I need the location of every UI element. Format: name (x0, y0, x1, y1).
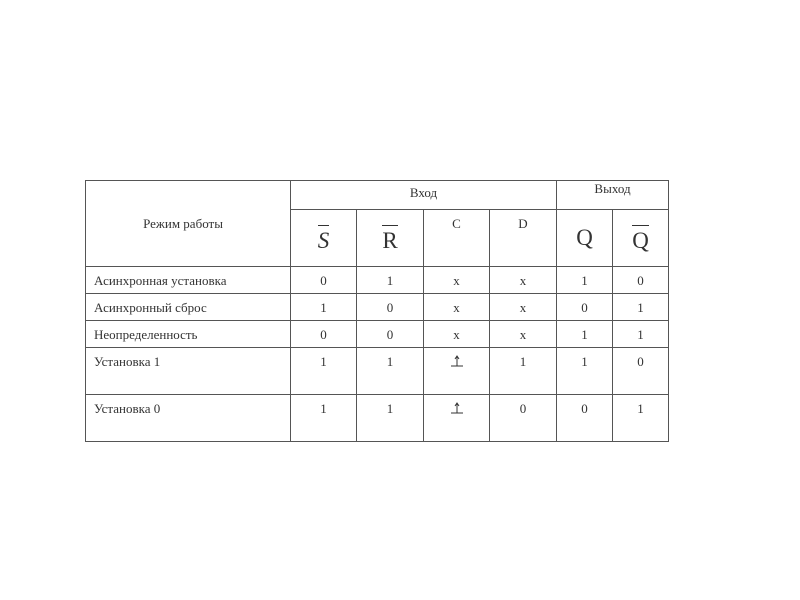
s-value: 0 (291, 321, 357, 348)
c-value (424, 348, 490, 395)
input-group-header: Вход (291, 181, 557, 210)
q-bar-value: 0 (613, 348, 669, 395)
q-value: 1 (557, 321, 613, 348)
table-row (86, 348, 669, 395)
s-value: 0 (291, 267, 357, 294)
q-bar-value: 1 (613, 294, 669, 321)
d-header: D (490, 210, 557, 267)
mode-cell: Асинхронный сброс (86, 294, 291, 321)
d-value: x (490, 321, 557, 348)
q-label: Q (576, 225, 593, 250)
c-value (424, 395, 490, 442)
output-group-header: Выход (557, 181, 669, 210)
d-value: 1 (490, 348, 557, 395)
s-value: 1 (291, 348, 357, 395)
rising-edge-icon (450, 401, 464, 415)
d-value: x (490, 267, 557, 294)
q-header (557, 210, 613, 267)
s-bar-label: S (318, 225, 330, 252)
r-value: 1 (357, 395, 424, 442)
r-value: 0 (357, 321, 424, 348)
q-bar-label: Q (632, 225, 649, 252)
r-bar-label: R (382, 225, 397, 252)
rising-edge-icon (450, 354, 464, 368)
r-value: 1 (357, 348, 424, 395)
q-value: 0 (557, 395, 613, 442)
d-value: 0 (490, 395, 557, 442)
s-value: 1 (291, 395, 357, 442)
table-row (86, 294, 669, 321)
q-bar-value: 0 (613, 267, 669, 294)
q-value: 1 (557, 267, 613, 294)
q-bar-value: 1 (613, 395, 669, 442)
truth-table (85, 180, 669, 442)
mode-header: Режим работы (86, 181, 291, 267)
r-bar-header (357, 210, 424, 267)
table-row (86, 321, 669, 348)
mode-cell: Установка 0 (86, 395, 291, 442)
r-value: 1 (357, 267, 424, 294)
q-bar-header (613, 210, 669, 267)
mode-cell: Установка 1 (86, 348, 291, 395)
s-bar-header (291, 210, 357, 267)
table-row (86, 395, 669, 442)
d-value: x (490, 294, 557, 321)
header-row-groups (86, 181, 669, 210)
r-value: 0 (357, 294, 424, 321)
c-value: x (424, 321, 490, 348)
table-row (86, 267, 669, 294)
s-value: 1 (291, 294, 357, 321)
q-value: 1 (557, 348, 613, 395)
mode-cell: Неопределенность (86, 321, 291, 348)
mode-cell: Асинхронная установка (86, 267, 291, 294)
q-value: 0 (557, 294, 613, 321)
c-value: x (424, 294, 490, 321)
c-header: C (424, 210, 490, 267)
q-bar-value: 1 (613, 321, 669, 348)
c-value: x (424, 267, 490, 294)
